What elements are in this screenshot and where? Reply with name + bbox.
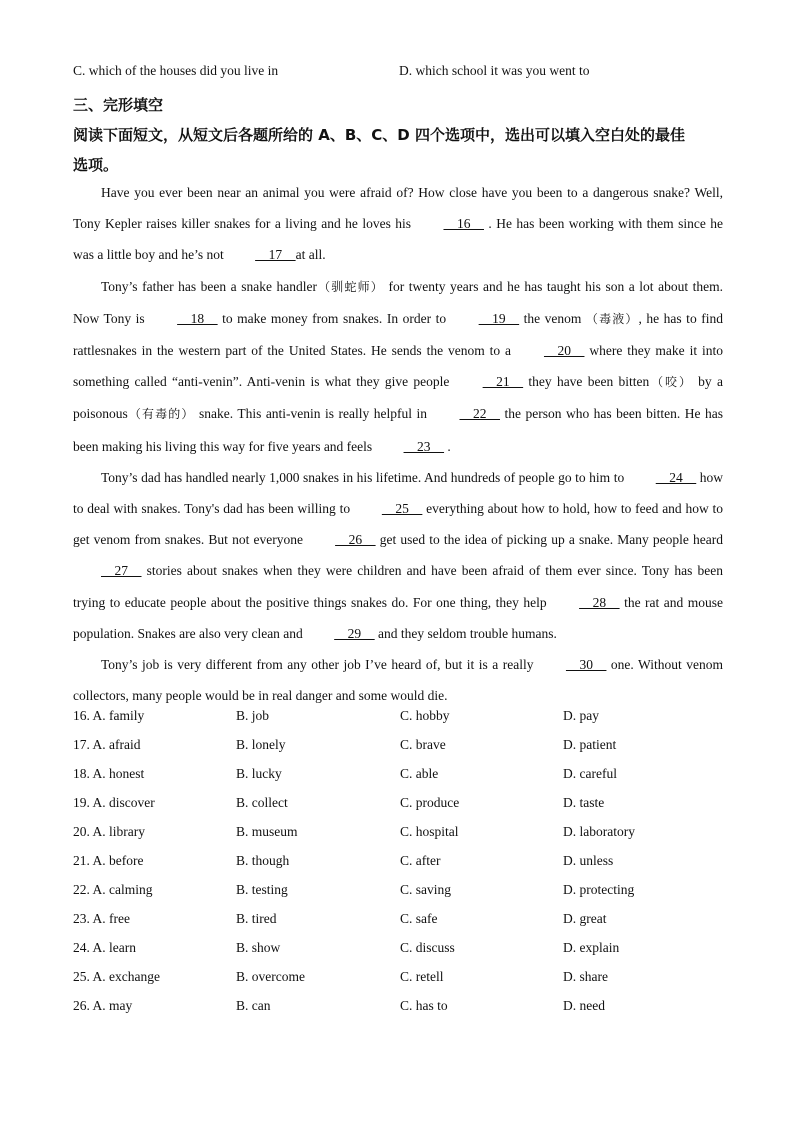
- cloze-blank: 18: [177, 310, 218, 326]
- option-d: D. need: [563, 998, 605, 1013]
- question-row: [73, 708, 723, 728]
- passage-text: for twenty years and he has taught his son a lot about them. Now Tony is: [73, 278, 723, 326]
- passage-text: everything about how to hold, how to feed and how to get venom from snakes. But not everyone: [73, 501, 723, 548]
- cloze-blank: 23: [403, 438, 445, 454]
- passage-text: . He has been working with them since he was a little boy and he’s not: [73, 216, 723, 263]
- section-title: 三、完形填空: [73, 96, 164, 114]
- passage-text: .: [444, 438, 451, 454]
- option-b: B. can: [236, 998, 271, 1013]
- cloze-passage: [73, 177, 723, 711]
- option-c: C. hospital: [400, 824, 459, 839]
- option-d: D. pay: [563, 708, 599, 723]
- option-d: D. unless: [563, 853, 614, 868]
- option-b: B. testing: [236, 882, 288, 897]
- passage-text: snake. This anti-venin is really helpful in: [194, 406, 432, 422]
- option-d: D. careful: [563, 766, 617, 781]
- option-b: B. though: [236, 853, 290, 868]
- option-c: C. safe: [400, 911, 438, 926]
- option-a: 16. A. family: [73, 708, 145, 723]
- option-c: C. retell: [400, 969, 444, 984]
- option-a: 18. A. honest: [73, 766, 145, 781]
- passage-text: by a poisonous: [73, 374, 723, 422]
- passage-text: Tony’s dad has handled nearly 1,000 snakes in his lifetime. And hundreds of people go to him to: [101, 469, 628, 485]
- option-b: B. lucky: [236, 766, 282, 781]
- option-d: D. protecting: [563, 882, 635, 897]
- cloze-blank: 17: [255, 247, 296, 263]
- option-d: D. share: [563, 969, 608, 984]
- option-d: D. explain: [563, 940, 620, 955]
- passage-paragraph: [73, 177, 723, 271]
- option-c: C. produce: [400, 795, 460, 810]
- chinese-gloss: （驯蛇师）: [316, 279, 384, 294]
- passage-text: Tony’s father has been a snake handler: [101, 278, 317, 294]
- cloze-blank: 19: [478, 310, 520, 326]
- option-a: 19. A. discover: [73, 795, 155, 810]
- option-b: B. show: [236, 940, 281, 955]
- passage-text: how to deal with snakes. Tony's dad has been willing to: [73, 469, 724, 517]
- option-c: C. discuss: [400, 940, 455, 955]
- question-row: [73, 795, 723, 815]
- option-c: C. saving: [400, 882, 452, 897]
- option-c: C. able: [400, 766, 439, 781]
- option-b: B. museum: [236, 824, 298, 839]
- chinese-gloss: （咬）: [649, 375, 693, 390]
- question-row: [73, 766, 723, 786]
- chinese-gloss: （毒液）: [585, 311, 639, 326]
- cloze-blank: 16: [443, 216, 484, 232]
- cloze-blank: 29: [334, 625, 375, 641]
- section-instruction-line2: 选项。: [73, 156, 119, 174]
- cloze-blank: 26: [335, 532, 376, 548]
- passage-text: Have you ever been near an animal you were afraid of? How close have you been to a dangerous snake? Well, Tony Kepler raises killer snakes for a living and he loves his: [73, 185, 723, 232]
- passage-paragraph: [73, 271, 723, 462]
- cloze-blank: 27: [101, 563, 142, 579]
- option-b: B. lonely: [236, 737, 286, 752]
- option-b: B. job: [236, 708, 270, 723]
- option-a: 24. A. learn: [73, 940, 136, 955]
- option-a: 23. A. free: [73, 911, 130, 926]
- passage-text: the rat and mouse population. Snakes are also very clean and: [73, 594, 723, 641]
- option-b: B. collect: [236, 795, 288, 810]
- passage-text: they have been bitten: [523, 374, 650, 390]
- cloze-blank: 24: [655, 469, 697, 485]
- option-d: D. taste: [563, 795, 605, 810]
- passage-text: the venom: [519, 310, 586, 326]
- question-row: [73, 940, 723, 960]
- question-row: [73, 882, 723, 902]
- option-b: B. tired: [236, 911, 277, 926]
- passage-paragraph: [73, 649, 723, 711]
- passage-text: one. Without venom collectors, many people would be in real danger and some would die.: [73, 657, 723, 704]
- option-c: C. has to: [400, 998, 448, 1013]
- cloze-blank: 30: [565, 657, 607, 673]
- passage-text: Tony’s job is very different from any other job I’ve heard of, but it is a really: [101, 657, 538, 673]
- question-row: [73, 911, 723, 931]
- option-c: C. after: [400, 853, 441, 868]
- passage-text: at all.: [295, 247, 326, 263]
- option-c: C. which of the houses did you live in: [73, 63, 279, 78]
- option-a: 22. A. calming: [73, 882, 153, 897]
- previous-question-options: [73, 63, 723, 83]
- passage-text: and they seldom trouble humans.: [374, 625, 557, 641]
- cloze-blank: 22: [459, 406, 500, 422]
- question-row: [73, 853, 723, 873]
- cloze-blank: 21: [482, 374, 524, 390]
- option-d: D. great: [563, 911, 607, 926]
- passage-text: where they make it into something called “anti-venin”. Anti-venin is what they give people: [73, 343, 723, 390]
- passage-text: get used to the idea of picking up a snake. Many people heard: [375, 532, 723, 548]
- option-d: D. laboratory: [563, 824, 635, 839]
- option-b: B. overcome: [236, 969, 305, 984]
- question-row: [73, 969, 723, 989]
- cloze-blank: 25: [381, 501, 423, 517]
- passage-text: , he has to find rattlesnakes in the western part of the United States. He sends the venom to a: [73, 310, 723, 359]
- passage-text: stories about snakes when they were children and have been afraid of them ever since. Tony has been trying to educate people about the positive things snakes do. For one thing, they help: [73, 563, 723, 610]
- option-a: 21. A. before: [73, 853, 144, 868]
- option-c: C. hobby: [400, 708, 450, 723]
- option-a: 17. A. afraid: [73, 737, 141, 752]
- cloze-blank: 28: [579, 594, 620, 610]
- option-c: C. brave: [400, 737, 446, 752]
- question-row: [73, 998, 723, 1018]
- option-a: 25. A. exchange: [73, 969, 160, 984]
- option-a: 26. A. may: [73, 998, 133, 1013]
- chinese-gloss: （有毒的）: [127, 407, 195, 422]
- passage-text: to make money from snakes. In order to: [217, 310, 451, 326]
- option-d: D. which school it was you went to: [399, 63, 590, 78]
- question-row: [73, 824, 723, 844]
- cloze-blank: 20: [543, 343, 585, 359]
- option-d: D. patient: [563, 737, 617, 752]
- section-instruction-line1: 阅读下面短文，从短文后各题所给的 A、B、C、D 四个选项中，选出可以填入空白处的最佳: [73, 126, 685, 144]
- option-a: 20. A. library: [73, 824, 145, 839]
- question-row: [73, 737, 723, 757]
- passage-text: the person who has been bitten. He has been making his living this way for five years and feels: [73, 406, 723, 454]
- passage-paragraph: [73, 462, 723, 649]
